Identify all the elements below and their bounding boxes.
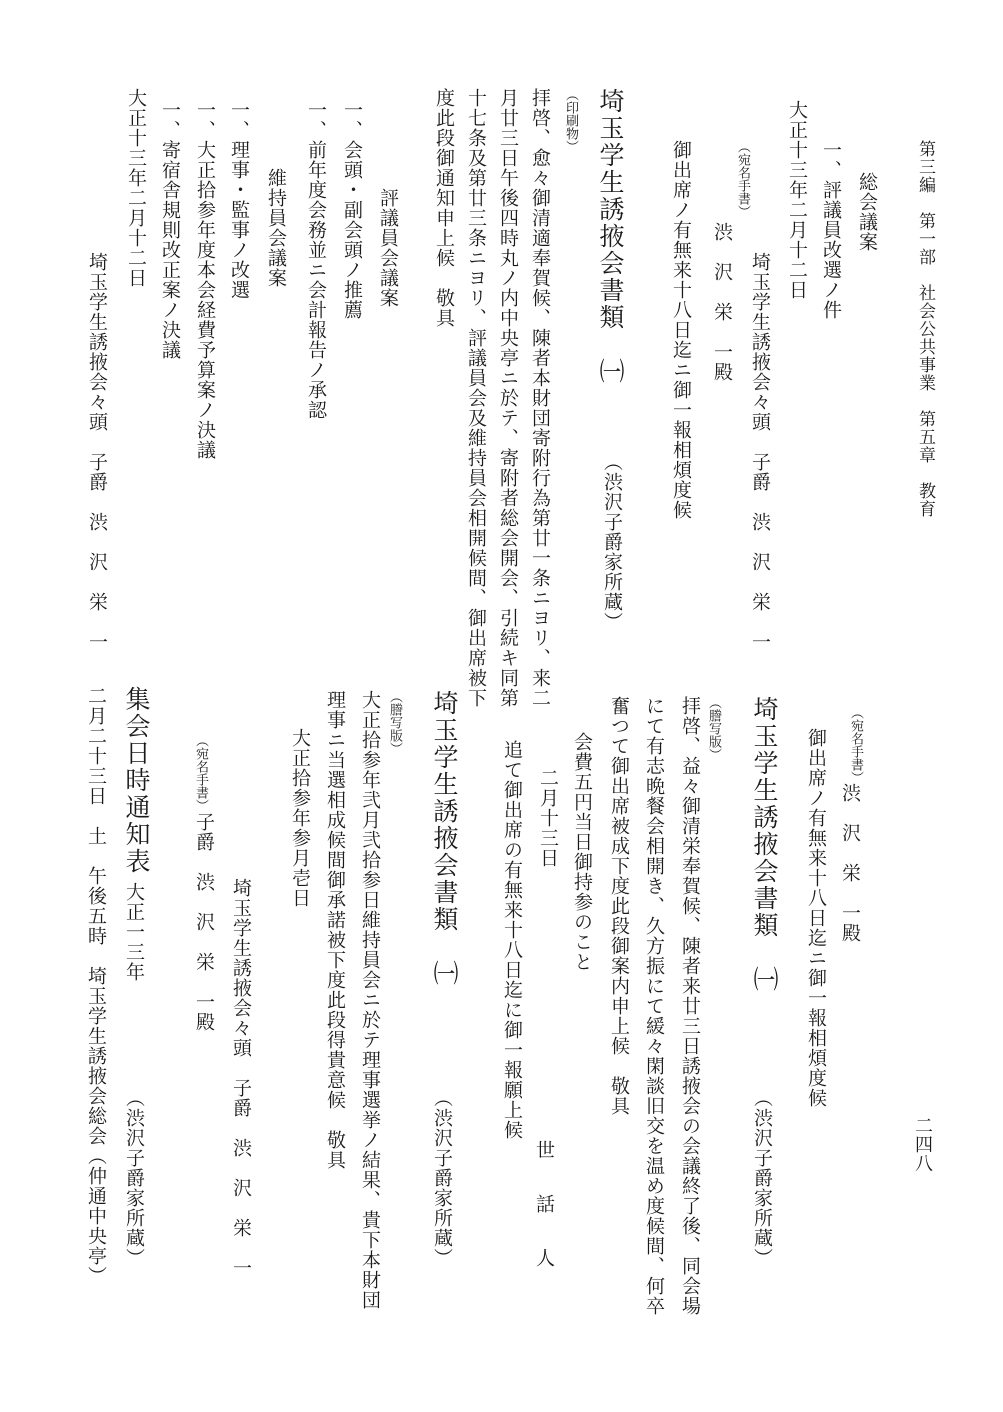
body-line: にて有志晩餐会相開き、久方振にて緩々閑談旧交を温め度候間、何卒 (643, 696, 665, 1316)
table-title: 集会日時通知表 (122, 686, 151, 875)
address-name: 渋 沢 栄 一殿 (711, 222, 733, 382)
postscript: 追て御出席の有無来十八日迄に御一報願上候 (501, 740, 523, 1140)
body-line: 拝啓、愈々御清適奉賀候、陳者本財団寄附行為第廿一条ニヨリ、来二 (529, 88, 551, 708)
body-line: 拝啓、益々御清栄奉賀候、陳者来廿三日誘掖会の会議終了後、同会場 (679, 696, 701, 1316)
mimeo-label: （謄写版） (706, 696, 721, 761)
maintainer-item: 一、理事・監事ノ改選 (228, 100, 250, 300)
maintainer-agenda-title: 維持員会議案 (265, 168, 287, 288)
printed-label: （印刷物） (563, 88, 578, 153)
address-name: 渋 沢 栄 一殿 (839, 783, 861, 943)
body-line: 十七条及第廿三条ニヨリ、評議員会及維持員会相開候間、御出席被下 (465, 88, 487, 708)
address-name: 子爵 渋 沢 栄 一殿 (193, 812, 215, 1032)
body-line: 奮つて御出席被成下度此段御案内申上候 敬具 (608, 696, 630, 1116)
sender-line: 埼玉学生誘掖会々頭 子爵 渋 沢 栄 一 (230, 878, 252, 1278)
reply-request: 御出席ノ有無来十八日迄ニ御一報相煩度候 (670, 140, 692, 520)
running-head: 第三編 第一部 社会公共事業 第五章 教育 (915, 140, 935, 518)
agenda-title: 総会議案 (856, 172, 878, 252)
document-title: 埼玉学生誘掖会書類 ㈠ (596, 88, 625, 385)
address-label: （宛名手書） (193, 734, 208, 812)
body-line: 理事ニ当選相成候間御承諾被下度此段得貴意候 敬具 (324, 690, 346, 1170)
page-number: 二四八 (912, 1116, 933, 1173)
agenda-item: 一、評議員改選ノ件 (820, 140, 842, 320)
date-line: 大正十三年二月十二日 (125, 88, 147, 288)
source-note: （渋沢子爵家所蔵） (431, 1088, 453, 1268)
council-item: 一、会頭・副会頭ノ推薦 (341, 100, 363, 320)
body-line: 度此段御通知申上候 敬具 (433, 88, 455, 328)
address-label: （宛名手書） (735, 140, 750, 218)
sender-line: 埼玉学生誘掖会々頭 子爵 渋 沢 栄 一 (86, 252, 108, 652)
reply-request: 御出席ノ有無来十八日迄ニ御一報相煩度候 (805, 728, 827, 1108)
fee-note: 会費五円当日御持参のこと (571, 732, 593, 972)
date-line: 大正十三年二月十二日 (786, 100, 808, 300)
body-line: 大正拾参年弐月弐拾参日維持員会ニ於テ理事選挙ノ結果、貴下本財団 (359, 690, 381, 1310)
body-line: 月廿三日午後四時丸ノ内中央亭ニ於テ、寄附者総会開会、引続キ同第 (497, 88, 519, 708)
maintainer-item: 一、大正拾参年度本会経費予算案ノ決議 (194, 100, 216, 460)
table-year: 大正一三年 (123, 882, 145, 982)
document-title: 埼玉学生誘掖会書類 ㈠ (430, 690, 459, 987)
sender-line: 埼玉学生誘掖会々頭 子爵 渋 沢 栄 一 (749, 252, 771, 652)
council-agenda-title: 評議員会議案 (377, 188, 399, 308)
date-line: 二月十三日 (537, 768, 559, 868)
address-label: （宛名手書） (848, 706, 863, 784)
organizer: 世 話 人 (533, 1140, 555, 1275)
document-title: 埼玉学生誘掖会書類 ㈠ (750, 696, 779, 993)
source-note: （渋沢子爵家所蔵） (123, 1088, 145, 1268)
date-line: 大正拾参年参月壱日 (289, 728, 311, 908)
maintainer-item: 一、寄宿舎規則改正案ノ決議 (159, 100, 181, 360)
source-note: （渋沢子爵家所蔵） (601, 452, 623, 632)
mimeo-label: （謄写版） (387, 690, 402, 755)
source-note: （渋沢子爵家所蔵） (751, 1088, 773, 1268)
table-row: 二月二十三日 土 午後五時 埼玉学生誘掖会総会（仲通中央亭） (85, 686, 107, 1286)
council-item: 一、前年度会務並ニ会計報告ノ承認 (305, 100, 327, 420)
